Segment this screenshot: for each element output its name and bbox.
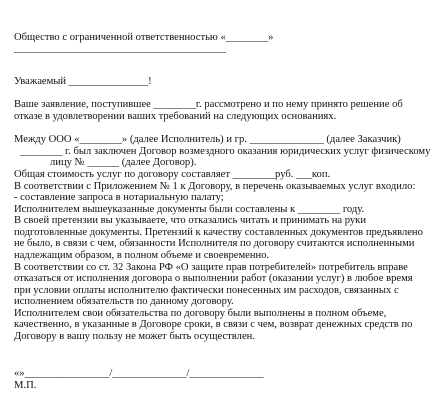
body-line-16: Исполнителем свои обязательства по договору были выполнены в полном объеме, [14, 308, 387, 319]
body-line-14: при условии оплаты исполнителю фактически понесенных им расходов, связанных с [14, 285, 399, 296]
org-underline: ________________________________________ [14, 43, 226, 54]
body-line-9: подготовленные документы. Претензий к качеству составленных документов предъявлено [14, 227, 423, 238]
body-line-4: Общая стоимость услуг по договору составляет ________руб. ___коп. [14, 169, 331, 180]
intro-line-1: Ваше заявление, поступившее ________г. рассмотрено и по нему принято решение об [14, 99, 403, 110]
body-line-8: В своей претензии вы указываете, что отказались читать и принимать на руки [14, 215, 366, 226]
body-line-12: В соответствии со ст. 32 Закона РФ «О защите прав потребителей» потребитель вправе [14, 262, 408, 273]
body-line-2: ________ г. был заключен Договор возмездного оказания юридических услуг физическому [20, 146, 431, 157]
body-line-15: исполнением обязательств по данному договору. [14, 296, 234, 307]
body-line-3: лицу № ______ (далее Договор). [50, 157, 197, 168]
stamp-mark: М.П. [14, 380, 37, 391]
body-line-13: отказаться от исполнения договора о выполнении работ (оказании услуг) в любое время [14, 273, 413, 284]
greeting: Уважаемый _______________! [14, 76, 152, 87]
body-line-11: надлежащим образом, в полном объеме и своевременно. [14, 250, 270, 261]
body-line-6: - составление запроса в нотариальную палату; [14, 192, 224, 203]
body-line-10: не было, в связи с чем, обязанности Исполнителя по договору считаются исполненными [14, 238, 415, 249]
body-line-7: Исполнителем вышеуказанные документы были составлены к ________ году. [14, 204, 365, 215]
body-line-1: Между ООО «________» (далее Исполнитель) и гр. ______________ (далее Заказчик) [14, 134, 401, 145]
signature-line: «»________________/______________/______________ [14, 368, 264, 379]
body-line-17: качественно, в указанные в Договоре сроки, в связи с чем, возврат денежных средств по [14, 319, 413, 330]
intro-line-2: отказе в удовлетворении ваших требований на следующих основаниях. [14, 111, 337, 122]
body-line-5: В соответствии с Приложением № 1 к Договору, в перечень оказываемых услуг входило: [14, 181, 416, 192]
org-line: Общество с ограниченной ответственностью «________» [14, 32, 274, 43]
body-line-18: Договору в вашу пользу не может быть осуществлен. [14, 331, 255, 342]
